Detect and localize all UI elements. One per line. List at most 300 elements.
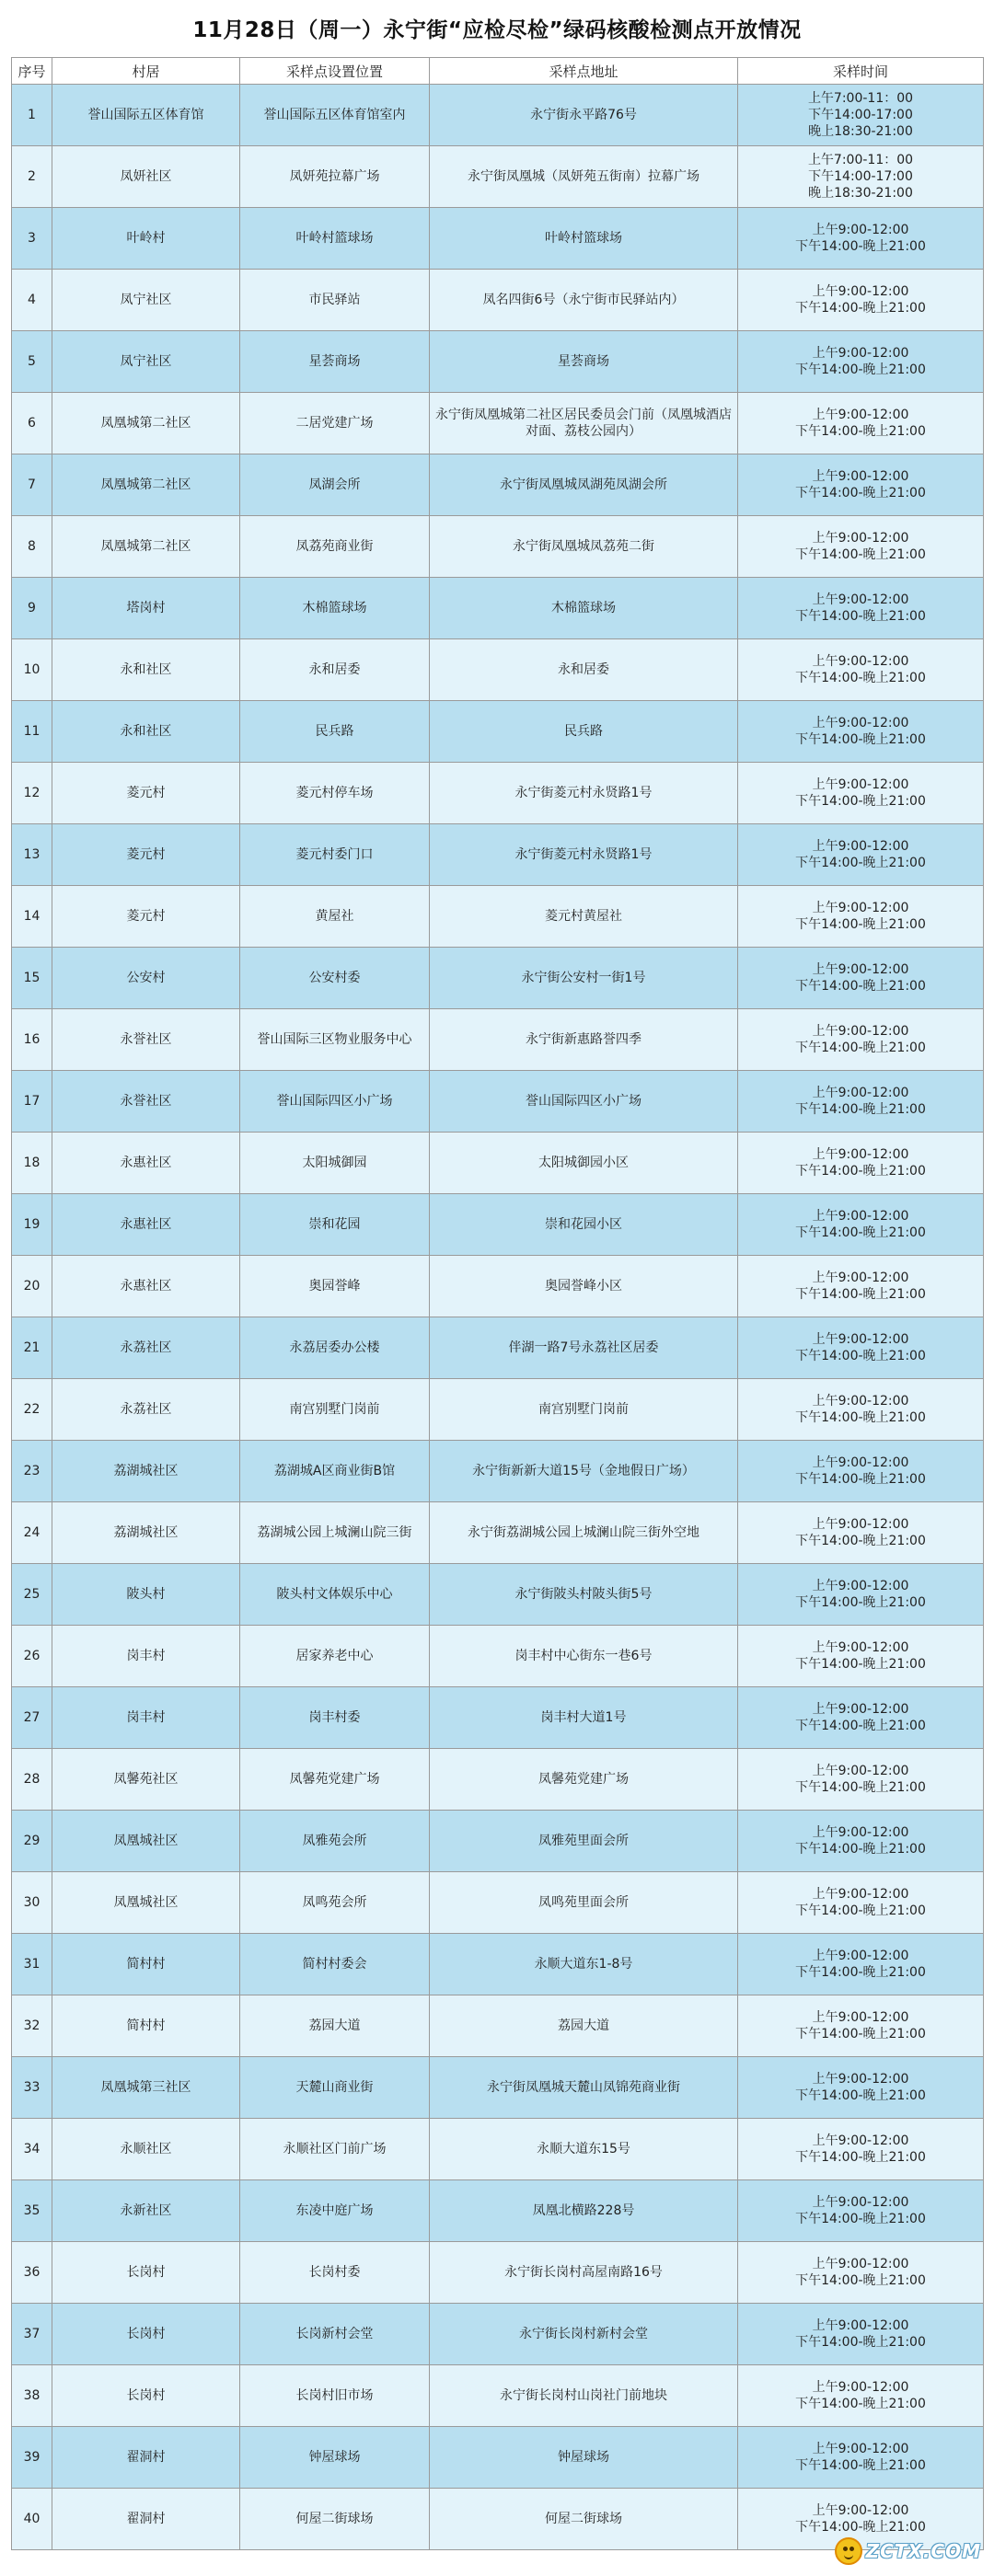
watermark-text: ZCTX.COM — [865, 2540, 981, 2562]
row-number-cell: 33 — [12, 2057, 52, 2119]
location-cell: 永荔居委办公楼 — [240, 1317, 430, 1379]
time-line: 下午14:00-晚上21:00 — [795, 2273, 926, 2288]
village-cell: 岗丰村 — [52, 1687, 240, 1749]
time-line: 下午14:00-晚上21:00 — [795, 1595, 926, 1610]
time-cell — [738, 1687, 984, 1749]
address-cell: 岗丰村中心街东一巷6号 — [430, 1626, 738, 1687]
row-number-cell: 22 — [12, 1379, 52, 1441]
row-number-cell: 4 — [12, 270, 52, 331]
village-cell: 永和社区 — [52, 701, 240, 763]
time-line: 下午14:00-晚上21:00 — [795, 1534, 926, 1548]
location-cell: 黄屋社 — [240, 886, 430, 948]
village-cell: 菱元村 — [52, 886, 240, 948]
location-cell: 凤鸣苑会所 — [240, 1872, 430, 1934]
time-line: 上午9:00-12:00 — [812, 777, 909, 792]
row-number-cell: 39 — [12, 2427, 52, 2489]
address-cell: 荔园大道 — [430, 1995, 738, 2057]
village-cell: 凤凰城第二社区 — [52, 454, 240, 516]
time-line: 上午9:00-12:00 — [812, 2257, 909, 2271]
address-cell: 崇和花园小区 — [430, 1194, 738, 1256]
time-line: 下午14:00-晚上21:00 — [795, 609, 926, 624]
row-number-cell: 8 — [12, 516, 52, 578]
village-cell: 叶岭村 — [52, 208, 240, 270]
village-cell: 荔湖城社区 — [52, 1441, 240, 1502]
location-cell: 誉山国际四区小广场 — [240, 1071, 430, 1133]
time-cell — [738, 1441, 984, 1502]
village-cell: 长岗村 — [52, 2304, 240, 2365]
time-line: 上午9:00-12:00 — [812, 2503, 909, 2518]
time-line: 上午9:00-12:00 — [812, 469, 909, 484]
table-row — [12, 2365, 984, 2427]
table-row — [12, 1194, 984, 1256]
address-cell: 凤鸣苑里面会所 — [430, 1872, 738, 1934]
village-cell: 凤凰城第二社区 — [52, 516, 240, 578]
row-number-cell: 21 — [12, 1317, 52, 1379]
time-line: 上午9:00-12:00 — [812, 2442, 909, 2456]
address-cell: 菱元村黄屋社 — [430, 886, 738, 948]
location-cell: 东凌中庭广场 — [240, 2180, 430, 2242]
location-cell: 菱元村停车场 — [240, 763, 430, 824]
village-cell: 凤凰城第三社区 — [52, 2057, 240, 2119]
location-cell: 菱元村委门口 — [240, 824, 430, 886]
time-line: 上午9:00-12:00 — [812, 1887, 909, 1902]
location-cell: 奥园誉峰 — [240, 1256, 430, 1317]
address-cell: 叶岭村篮球场 — [430, 208, 738, 270]
time-cell — [738, 886, 984, 948]
address-cell: 钟屋球场 — [430, 2427, 738, 2489]
address-cell: 永顺大道东15号 — [430, 2119, 738, 2180]
row-number-cell: 28 — [12, 1749, 52, 1811]
location-cell: 凤妍苑拉幕广场 — [240, 146, 430, 208]
time-line: 上午9:00-12:00 — [812, 592, 909, 607]
location-cell: 星荟商场 — [240, 331, 430, 393]
address-cell: 永宁街公安村一街1号 — [430, 948, 738, 1009]
table-row — [12, 824, 984, 886]
table-row — [12, 1687, 984, 1749]
row-number-cell: 18 — [12, 1133, 52, 1194]
table-row — [12, 454, 984, 516]
time-line: 上午9:00-12:00 — [812, 1024, 909, 1039]
table-row — [12, 886, 984, 948]
time-cell — [738, 1194, 984, 1256]
time-line: 上午9:00-12:00 — [812, 901, 909, 915]
table-row — [12, 1133, 984, 1194]
row-number-cell: 11 — [12, 701, 52, 763]
village-cell: 永荔社区 — [52, 1379, 240, 1441]
address-cell: 岗丰村大道1号 — [430, 1687, 738, 1749]
table-row — [12, 1749, 984, 1811]
location-cell: 长岗村旧市场 — [240, 2365, 430, 2427]
header-no: 序号 — [12, 58, 52, 85]
table-row — [12, 393, 984, 454]
time-line: 下午14:00-晚上21:00 — [795, 1102, 926, 1117]
address-cell: 凤凰北横路228号 — [430, 2180, 738, 2242]
table-row — [12, 948, 984, 1009]
table-row — [12, 2057, 984, 2119]
location-cell: 凤雅苑会所 — [240, 1811, 430, 1872]
header-village: 村居 — [52, 58, 240, 85]
row-number-cell: 7 — [12, 454, 52, 516]
address-cell: 永宁街凤凰城凤湖苑凤湖会所 — [430, 454, 738, 516]
village-cell: 永新社区 — [52, 2180, 240, 2242]
time-line: 下午14:00-17:00 — [808, 169, 913, 184]
address-cell: 南宫别墅门岗前 — [430, 1379, 738, 1441]
time-line: 上午9:00-12:00 — [812, 962, 909, 977]
row-number-cell: 14 — [12, 886, 52, 948]
time-line: 上午9:00-12:00 — [812, 1517, 909, 1532]
village-cell: 永誉社区 — [52, 1009, 240, 1071]
time-line: 上午9:00-12:00 — [812, 1949, 909, 1963]
location-cell: 市民驿站 — [240, 270, 430, 331]
time-line: 下午14:00-17:00 — [808, 108, 913, 122]
time-line: 上午9:00-12:00 — [812, 2010, 909, 2025]
table-row — [12, 701, 984, 763]
row-number-cell: 17 — [12, 1071, 52, 1133]
location-cell: 木棉篮球场 — [240, 578, 430, 639]
time-cell — [738, 2057, 984, 2119]
table-row — [12, 2304, 984, 2365]
village-cell: 永惠社区 — [52, 1133, 240, 1194]
time-line: 上午9:00-12:00 — [812, 1086, 909, 1100]
location-cell: 何屋二街球场 — [240, 2489, 430, 2550]
location-cell: 二居党建广场 — [240, 393, 430, 454]
village-cell: 长岗村 — [52, 2365, 240, 2427]
table-row — [12, 270, 984, 331]
row-number-cell: 9 — [12, 578, 52, 639]
time-line: 下午14:00-晚上21:00 — [795, 2212, 926, 2226]
village-cell: 凤妍社区 — [52, 146, 240, 208]
header-location: 采样点设置位置 — [240, 58, 430, 85]
time-cell — [738, 763, 984, 824]
table-row — [12, 146, 984, 208]
address-cell: 凤雅苑里面会所 — [430, 1811, 738, 1872]
time-cell — [738, 2180, 984, 2242]
time-cell — [738, 2242, 984, 2304]
time-line: 下午14:00-晚上21:00 — [795, 1903, 926, 1918]
time-line: 下午14:00-晚上21:00 — [795, 732, 926, 747]
time-cell — [738, 2304, 984, 2365]
header-time: 采样时间 — [738, 58, 984, 85]
address-cell: 木棉篮球场 — [430, 578, 738, 639]
row-number-cell: 26 — [12, 1626, 52, 1687]
location-cell: 天麓山商业街 — [240, 2057, 430, 2119]
location-cell: 太阳城御园 — [240, 1133, 430, 1194]
header-address: 采样点地址 — [430, 58, 738, 85]
row-number-cell: 27 — [12, 1687, 52, 1749]
time-cell — [738, 1009, 984, 1071]
time-line: 下午14:00-晚上21:00 — [795, 1410, 926, 1425]
location-cell: 公安村委 — [240, 948, 430, 1009]
table-row — [12, 2119, 984, 2180]
address-cell: 永宁街长岗村高屋南路16号 — [430, 2242, 738, 2304]
time-cell — [738, 208, 984, 270]
village-cell: 翟洞村 — [52, 2489, 240, 2550]
time-line: 上午7:00-11：00 — [807, 91, 914, 106]
time-line: 晚上18:30-21:00 — [808, 186, 913, 201]
time-line: 下午14:00-晚上21:00 — [795, 1287, 926, 1302]
village-cell: 菱元村 — [52, 824, 240, 886]
row-number-cell: 35 — [12, 2180, 52, 2242]
row-number-cell: 12 — [12, 763, 52, 824]
time-cell — [738, 1934, 984, 1995]
time-line: 下午14:00-晚上21:00 — [795, 1164, 926, 1179]
address-cell: 永宁街凤凰城第二社区居民委员会门前（凤凰城酒店对面、荔枝公园内） — [430, 393, 738, 454]
time-line: 上午9:00-12:00 — [812, 1579, 909, 1593]
time-line: 上午9:00-12:00 — [812, 284, 909, 299]
time-line: 下午14:00-晚上21:00 — [795, 1041, 926, 1055]
village-cell: 永荔社区 — [52, 1317, 240, 1379]
time-line: 下午14:00-晚上21:00 — [795, 301, 926, 316]
time-line: 上午9:00-12:00 — [812, 1209, 909, 1224]
time-line: 下午14:00-晚上21:00 — [795, 1780, 926, 1795]
time-line: 下午14:00-晚上21:00 — [795, 1472, 926, 1487]
time-line: 下午14:00-晚上21:00 — [795, 2335, 926, 2350]
village-cell: 誉山国际五区体育馆 — [52, 85, 240, 146]
smiley-face-icon — [835, 2537, 862, 2565]
village-cell: 永和社区 — [52, 639, 240, 701]
village-cell: 永惠社区 — [52, 1256, 240, 1317]
time-cell — [738, 1811, 984, 1872]
time-line: 下午14:00-晚上21:00 — [795, 486, 926, 500]
table-row — [12, 516, 984, 578]
village-cell: 塔岗村 — [52, 578, 240, 639]
table-row — [12, 1009, 984, 1071]
village-cell: 凤凰城社区 — [52, 1811, 240, 1872]
time-line: 下午14:00-晚上21:00 — [795, 671, 926, 685]
page-title: 11月28日（周一）永宁街“应检尽检”绿码核酸检测点开放情况 — [192, 18, 802, 42]
time-cell — [738, 1626, 984, 1687]
time-cell — [738, 146, 984, 208]
row-number-cell: 3 — [12, 208, 52, 270]
time-line: 上午9:00-12:00 — [812, 531, 909, 546]
table-row — [12, 1564, 984, 1626]
time-line: 上午9:00-12:00 — [812, 2133, 909, 2148]
time-cell — [738, 824, 984, 886]
time-cell — [738, 1995, 984, 2057]
time-cell — [738, 1133, 984, 1194]
village-cell: 凤凰城第二社区 — [52, 393, 240, 454]
time-line: 下午14:00-晚上21:00 — [795, 2458, 926, 2473]
time-line: 下午14:00-晚上21:00 — [795, 1657, 926, 1672]
row-number-cell: 19 — [12, 1194, 52, 1256]
table-row — [12, 85, 984, 146]
address-cell: 太阳城御园小区 — [430, 1133, 738, 1194]
location-cell: 誉山国际三区物业服务中心 — [240, 1009, 430, 1071]
address-cell: 永宁街菱元村永贤路1号 — [430, 763, 738, 824]
location-cell: 永顺社区门前广场 — [240, 2119, 430, 2180]
location-cell: 钟屋球场 — [240, 2427, 430, 2489]
row-number-cell: 29 — [12, 1811, 52, 1872]
watermark — [835, 2536, 981, 2567]
location-cell: 凤荔苑商业街 — [240, 516, 430, 578]
table-row — [12, 1317, 984, 1379]
row-number-cell: 20 — [12, 1256, 52, 1317]
time-line: 下午14:00-晚上21:00 — [795, 1965, 926, 1980]
time-line: 下午14:00-晚上21:00 — [795, 2150, 926, 2165]
address-cell: 民兵路 — [430, 701, 738, 763]
time-cell — [738, 2119, 984, 2180]
time-cell — [738, 393, 984, 454]
address-cell: 永宁街永平路76号 — [430, 85, 738, 146]
time-cell — [738, 270, 984, 331]
time-line: 上午9:00-12:00 — [812, 1271, 909, 1285]
address-cell: 星荟商场 — [430, 331, 738, 393]
village-cell: 长岗村 — [52, 2242, 240, 2304]
time-line: 上午9:00-12:00 — [812, 1394, 909, 1409]
row-number-cell: 16 — [12, 1009, 52, 1071]
time-cell — [738, 85, 984, 146]
time-line: 上午9:00-12:00 — [812, 1332, 909, 1347]
time-line: 上午9:00-12:00 — [812, 2380, 909, 2395]
location-cell: 陂头村文体娱乐中心 — [240, 1564, 430, 1626]
location-cell: 南宫别墅门岗前 — [240, 1379, 430, 1441]
location-cell: 民兵路 — [240, 701, 430, 763]
table-row — [12, 2427, 984, 2489]
time-line: 下午14:00-晚上21:00 — [795, 2088, 926, 2103]
address-cell: 永宁街荔湖城公园上城澜山院三街外空地 — [430, 1502, 738, 1564]
address-cell: 誉山国际四区小广场 — [430, 1071, 738, 1133]
table-row — [12, 1995, 984, 2057]
address-cell: 永宁街凤凰城（凤妍苑五街南）拉幕广场 — [430, 146, 738, 208]
time-cell — [738, 1256, 984, 1317]
row-number-cell: 1 — [12, 85, 52, 146]
time-line: 上午9:00-12:00 — [812, 654, 909, 669]
time-line: 下午14:00-晚上21:00 — [795, 2520, 926, 2535]
village-cell: 凤凰城社区 — [52, 1872, 240, 1934]
time-line: 上午9:00-12:00 — [812, 1764, 909, 1778]
time-line: 上午9:00-12:00 — [812, 716, 909, 730]
location-cell: 荔湖城公园上城澜山院三街 — [240, 1502, 430, 1564]
time-line: 上午9:00-12:00 — [812, 408, 909, 422]
address-cell: 永宁街长岗村山岗社门前地块 — [430, 2365, 738, 2427]
time-line: 上午9:00-12:00 — [812, 1147, 909, 1162]
table-body — [12, 85, 984, 2550]
time-line: 下午14:00-晚上21:00 — [795, 424, 926, 439]
time-line: 下午14:00-晚上21:00 — [795, 917, 926, 932]
village-cell: 公安村 — [52, 948, 240, 1009]
row-number-cell: 32 — [12, 1995, 52, 2057]
location-cell: 凤馨苑党建广场 — [240, 1749, 430, 1811]
table-row — [12, 208, 984, 270]
location-cell: 荔湖城A区商业街B馆 — [240, 1441, 430, 1502]
row-number-cell: 6 — [12, 393, 52, 454]
row-number-cell: 37 — [12, 2304, 52, 2365]
time-line: 上午9:00-12:00 — [812, 1825, 909, 1840]
time-cell — [738, 516, 984, 578]
time-line: 上午9:00-12:00 — [812, 1455, 909, 1470]
time-cell — [738, 948, 984, 1009]
time-line: 下午14:00-晚上21:00 — [795, 362, 926, 377]
location-cell: 简村村委会 — [240, 1934, 430, 1995]
time-line: 下午14:00-晚上21:00 — [795, 547, 926, 562]
time-cell — [738, 2365, 984, 2427]
location-cell: 誉山国际五区体育馆室内 — [240, 85, 430, 146]
location-cell: 居家养老中心 — [240, 1626, 430, 1687]
village-cell: 永誉社区 — [52, 1071, 240, 1133]
table-row — [12, 578, 984, 639]
table-row — [12, 1872, 984, 1934]
location-cell: 叶岭村篮球场 — [240, 208, 430, 270]
village-cell: 陂头村 — [52, 1564, 240, 1626]
row-number-cell: 34 — [12, 2119, 52, 2180]
village-cell: 凤宁社区 — [52, 331, 240, 393]
table-row — [12, 763, 984, 824]
village-cell: 永顺社区 — [52, 2119, 240, 2180]
time-cell — [738, 639, 984, 701]
time-line: 上午9:00-12:00 — [812, 346, 909, 361]
address-cell: 永宁街凤凰城天麓山凤锦苑商业街 — [430, 2057, 738, 2119]
row-number-cell: 40 — [12, 2489, 52, 2550]
address-cell: 凤名四街6号（永宁街市民驿站内） — [430, 270, 738, 331]
address-cell: 永宁街新新大道15号（金地假日广场） — [430, 1441, 738, 1502]
time-cell — [738, 578, 984, 639]
table-row — [12, 1502, 984, 1564]
time-cell — [738, 2427, 984, 2489]
time-cell — [738, 701, 984, 763]
row-number-cell: 31 — [12, 1934, 52, 1995]
table-row — [12, 1934, 984, 1995]
village-cell: 菱元村 — [52, 763, 240, 824]
time-line: 上午9:00-12:00 — [812, 1640, 909, 1655]
row-number-cell: 38 — [12, 2365, 52, 2427]
time-cell — [738, 1317, 984, 1379]
time-line: 上午7:00-11：00 — [807, 153, 914, 167]
time-line: 下午14:00-晚上21:00 — [795, 1719, 926, 1733]
location-cell: 长岗新村会堂 — [240, 2304, 430, 2365]
address-cell: 永顺大道东1-8号 — [430, 1934, 738, 1995]
row-number-cell: 15 — [12, 948, 52, 1009]
row-number-cell: 30 — [12, 1872, 52, 1934]
time-cell — [738, 1564, 984, 1626]
address-cell: 永和居委 — [430, 639, 738, 701]
time-line: 下午14:00-晚上21:00 — [795, 239, 926, 254]
time-line: 晚上18:30-21:00 — [808, 124, 913, 139]
time-cell — [738, 454, 984, 516]
address-cell: 伴湖一路7号永荔社区居委 — [430, 1317, 738, 1379]
row-number-cell: 2 — [12, 146, 52, 208]
table-row — [12, 2180, 984, 2242]
time-line: 下午14:00-晚上21:00 — [795, 979, 926, 994]
location-cell: 崇和花园 — [240, 1194, 430, 1256]
location-cell: 永和居委 — [240, 639, 430, 701]
time-line: 下午14:00-晚上21:00 — [795, 1842, 926, 1857]
address-cell: 奥园誉峰小区 — [430, 1256, 738, 1317]
time-line: 下午14:00-晚上21:00 — [795, 1225, 926, 1240]
time-line: 上午9:00-12:00 — [812, 839, 909, 854]
table-row — [12, 1626, 984, 1687]
address-cell: 何屋二街球场 — [430, 2489, 738, 2550]
table-header-row — [12, 58, 984, 85]
row-number-cell: 5 — [12, 331, 52, 393]
village-cell: 简村村 — [52, 1934, 240, 1995]
time-cell — [738, 1502, 984, 1564]
time-line: 下午14:00-晚上21:00 — [795, 856, 926, 870]
address-cell: 永宁街陂头村陂头街5号 — [430, 1564, 738, 1626]
village-cell: 凤宁社区 — [52, 270, 240, 331]
row-number-cell: 25 — [12, 1564, 52, 1626]
table-row — [12, 1256, 984, 1317]
row-number-cell: 13 — [12, 824, 52, 886]
village-cell: 凤馨苑社区 — [52, 1749, 240, 1811]
address-cell: 凤馨苑党建广场 — [430, 1749, 738, 1811]
time-cell — [738, 331, 984, 393]
time-line: 上午9:00-12:00 — [812, 1702, 909, 1717]
time-cell — [738, 1749, 984, 1811]
time-line: 上午9:00-12:00 — [812, 2072, 909, 2087]
table-row — [12, 1811, 984, 1872]
location-cell: 长岗村委 — [240, 2242, 430, 2304]
address-cell: 永宁街新惠路誉四季 — [430, 1009, 738, 1071]
